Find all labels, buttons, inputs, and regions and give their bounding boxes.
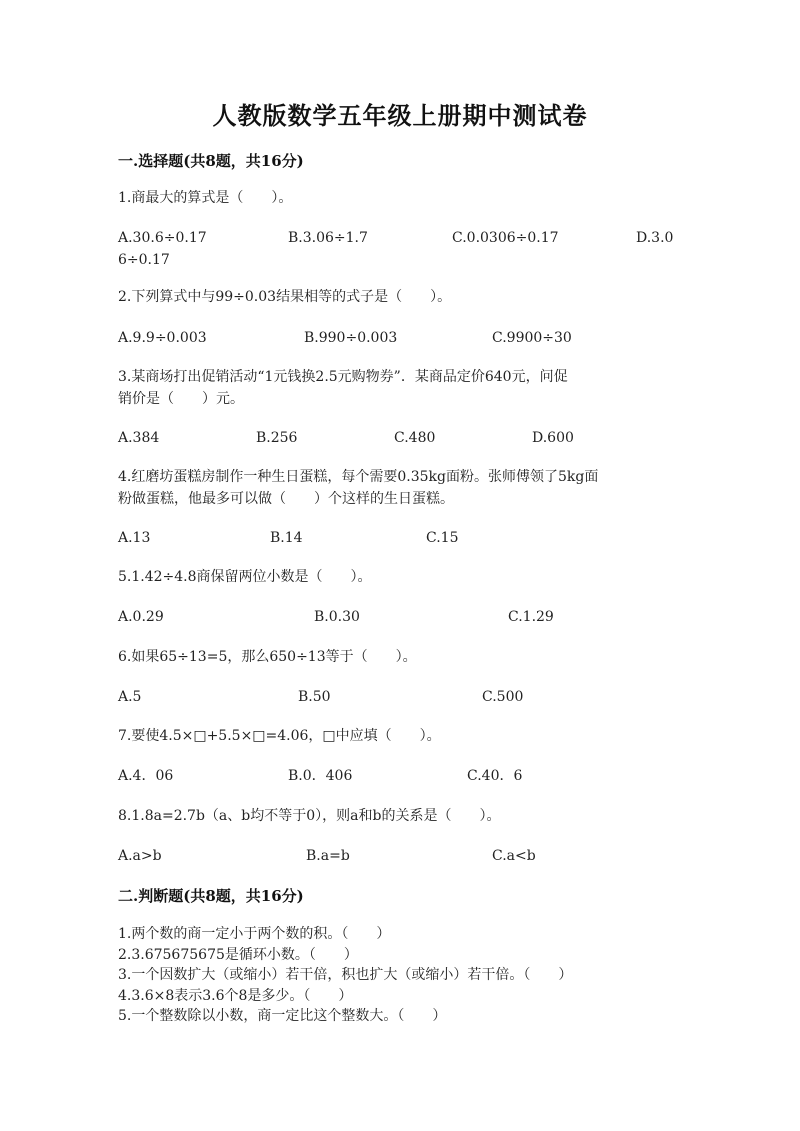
question-2-options bbox=[118, 327, 688, 349]
option-a: A.30.6÷0.17 bbox=[118, 230, 207, 246]
question-6-options bbox=[118, 686, 688, 708]
question-1-option-d-wrap: 6÷0.17 bbox=[118, 252, 170, 268]
question-4-line-1: 4.红磨坊蛋糕房制作一种生日蛋糕，每个需要0.35kg面粉。张师傅领了5kg面 bbox=[118, 469, 599, 485]
question-1-options bbox=[118, 227, 688, 249]
option-d: D.600 bbox=[532, 430, 574, 446]
question-1: 1.商最大的算式是（ ）。 bbox=[118, 190, 293, 206]
option-a: A.4．06 bbox=[118, 768, 174, 784]
question-7: 7.要使4.5×□+5.5×□=4.06，□中应填（ ）。 bbox=[118, 728, 441, 744]
question-3-line-1: 3.某商场打出促销活动“1元钱换2.5元购物券”．某商品定价640元，问促 bbox=[118, 369, 568, 385]
judgement-list bbox=[118, 924, 688, 1027]
option-a: A.a>b bbox=[118, 848, 162, 864]
option-a: A.384 bbox=[118, 430, 160, 446]
option-c: C.480 bbox=[394, 430, 436, 446]
page-title: 人教版数学五年级上册期中测试卷 bbox=[212, 101, 588, 130]
option-a: A.0.29 bbox=[118, 609, 164, 625]
option-b: B.50 bbox=[298, 689, 331, 705]
option-b: B.0．406 bbox=[288, 768, 353, 784]
question-5: 5.1.42÷4.8商保留两位小数是（ ）。 bbox=[118, 569, 372, 585]
question-7-options bbox=[118, 765, 688, 787]
option-b: B.256 bbox=[256, 430, 298, 446]
option-b: B.0.30 bbox=[314, 609, 360, 625]
option-c: C.a<b bbox=[492, 848, 536, 864]
section-heading-choice: 一.选择题(共8题，共16分) bbox=[118, 152, 304, 170]
list-item: 5.一个整数除以小数，商一定比这个整数大。（ ） bbox=[118, 1008, 447, 1024]
option-b: B.14 bbox=[270, 530, 303, 546]
option-a: A.13 bbox=[118, 530, 151, 546]
option-c: C.500 bbox=[482, 689, 524, 705]
question-4-options bbox=[118, 527, 688, 549]
option-c: C.0.0306÷0.17 bbox=[452, 230, 559, 246]
option-b: B.990÷0.003 bbox=[304, 330, 398, 346]
question-3-options bbox=[118, 427, 688, 449]
option-c: C.9900÷30 bbox=[492, 330, 572, 346]
list-item: 3.一个因数扩大（或缩小）若干倍，积也扩大（或缩小）若干倍。（ ） bbox=[118, 967, 573, 983]
question-4-line-2: 粉做蛋糕，他最多可以做（ ）个这样的生日蛋糕。 bbox=[118, 491, 454, 507]
question-8-options bbox=[118, 845, 688, 867]
option-a: A.9.9÷0.003 bbox=[118, 330, 207, 346]
question-2: 2.下列算式中与99÷0.03结果相等的式子是（ ）。 bbox=[118, 289, 452, 305]
option-c: C.15 bbox=[426, 530, 459, 546]
section-heading-judgement: 二.判断题(共8题，共16分) bbox=[118, 887, 304, 905]
option-c: C.1.29 bbox=[508, 609, 554, 625]
question-8: 8.1.8a=2.7b（a、b均不等于0），则a和b的关系是（ ）。 bbox=[118, 808, 501, 824]
list-item: 2.3.675675675是循环小数。（ ） bbox=[118, 946, 358, 963]
question-5-options bbox=[118, 606, 688, 628]
list-item: 1.两个数的商一定小于两个数的积。（ ） bbox=[118, 926, 391, 942]
option-b: B.3.06÷1.7 bbox=[288, 230, 368, 246]
option-c: C.40．6 bbox=[467, 768, 523, 784]
option-a: A.5 bbox=[118, 689, 142, 705]
option-d: D.3.0 bbox=[636, 230, 674, 246]
question-3-line-2: 销价是（ ）元。 bbox=[118, 391, 244, 407]
option-b: B.a=b bbox=[306, 848, 350, 864]
question-6: 6.如果65÷13=5，那么650÷13等于（ ）。 bbox=[118, 649, 417, 665]
list-item: 4.3.6×8表示3.6个8是多少。（ ） bbox=[118, 987, 353, 1004]
